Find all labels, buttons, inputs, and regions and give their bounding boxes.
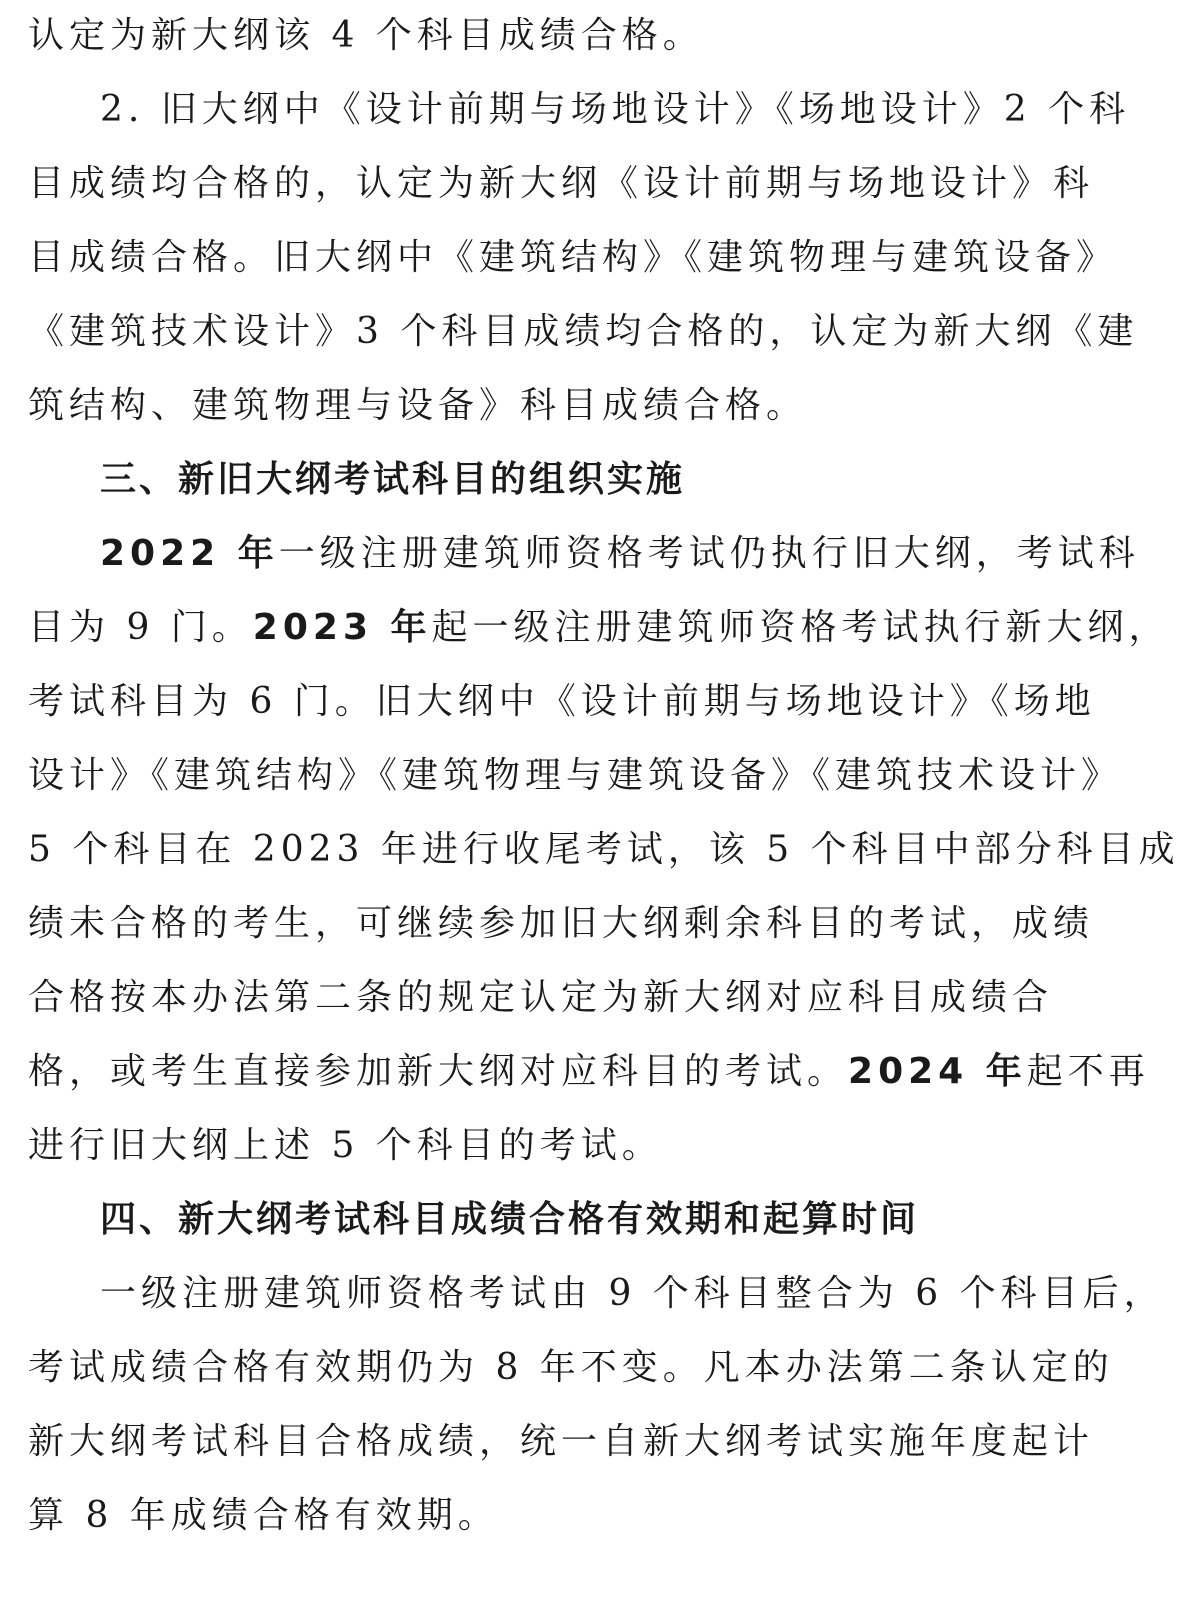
line-text: 算 8 年成绩合格有效期。 [28, 1495, 499, 1536]
paragraph-line-21 [28, 1494, 1028, 1538]
paragraph-line-16 [28, 1124, 1028, 1168]
paragraph-line-1 [28, 14, 1028, 58]
paragraph-line-12 [28, 828, 1180, 872]
line-text: 起不再 [1026, 1051, 1150, 1092]
line-text: 认定为新大纲该 4 个科目成绩合格。 [28, 15, 704, 56]
paragraph-line-9 [28, 606, 1170, 650]
paragraph-line-8 [100, 532, 1140, 576]
paragraph-line-11 [28, 754, 1123, 798]
paragraph-line-10 [28, 680, 1096, 724]
paragraph-line-15 [28, 1050, 1150, 1094]
section-heading-3 [100, 458, 1100, 502]
line-text: 《建筑技术设计》3 个科目成绩均合格的，认定为新大纲《建 [28, 311, 1139, 352]
line-text: 2. 旧大纲中《设计前期与场地设计》《场地设计》2 个科 [100, 89, 1131, 130]
paragraph-line-3 [28, 162, 1095, 206]
paragraph-line-14 [28, 976, 1054, 1020]
line-text: 5 个科目在 2023 年进行收尾考试，该 5 个科目中部分科目成 [28, 829, 1180, 870]
line-text: 筑结构、建筑物理与设备》科目成绩合格。 [28, 385, 808, 426]
line-text: 设计》《建筑结构》《建筑物理与建筑设备》《建筑技术设计》 [28, 755, 1123, 796]
line-text-pre: 格，或考生直接参加新大纲对应科目的考试。 [28, 1051, 849, 1092]
line-text: 考试成绩合格有效期仍为 8 年不变。凡本办法第二条认定的 [28, 1347, 1114, 1388]
line-text: 起一级注册建筑师资格考试执行新大纲， [431, 607, 1170, 648]
paragraph-line-2 [100, 88, 1131, 132]
paragraph-line-13 [28, 902, 1095, 946]
paragraph-line-4 [28, 236, 1118, 280]
paragraph-line-20 [28, 1420, 1095, 1464]
line-text: 合格按本办法第二条的规定认定为新大纲对应科目成绩合 [28, 977, 1054, 1018]
year-bold-2023: 2023 年 [252, 607, 432, 648]
line-text-pre: 目为 9 门。 [28, 607, 253, 648]
heading-text: 四、新大纲考试科目成绩合格有效期和起算时间 [100, 1199, 920, 1240]
line-text: 一级注册建筑师资格考试仍执行旧大纲，考试科 [278, 533, 1140, 574]
line-text: 目成绩均合格的，认定为新大纲《设计前期与场地设计》科 [28, 163, 1095, 204]
year-bold-2022: 2022 年 [100, 533, 279, 574]
section-heading-4 [100, 1198, 1100, 1242]
paragraph-line-6 [28, 384, 1028, 428]
paragraph-line-18 [100, 1272, 1165, 1316]
heading-text: 三、新旧大纲考试科目的组织实施 [100, 459, 686, 500]
line-text: 一级注册建筑师资格考试由 9 个科目整合为 6 个科目后， [100, 1273, 1165, 1314]
line-text: 目成绩合格。旧大纲中《建筑结构》《建筑物理与建筑设备》 [28, 237, 1118, 278]
line-text: 进行旧大纲上述 5 个科目的考试。 [28, 1125, 663, 1166]
paragraph-line-5 [28, 310, 1139, 354]
line-text: 考试科目为 6 门。旧大纲中《设计前期与场地设计》《场地 [28, 681, 1096, 722]
line-text: 新大纲考试科目合格成绩，统一自新大纲考试实施年度起计 [28, 1421, 1095, 1462]
line-text: 绩未合格的考生，可继续参加旧大纲剩余科目的考试，成绩 [28, 903, 1095, 944]
year-bold-2024: 2024 年 [848, 1051, 1027, 1092]
paragraph-line-19 [28, 1346, 1114, 1390]
